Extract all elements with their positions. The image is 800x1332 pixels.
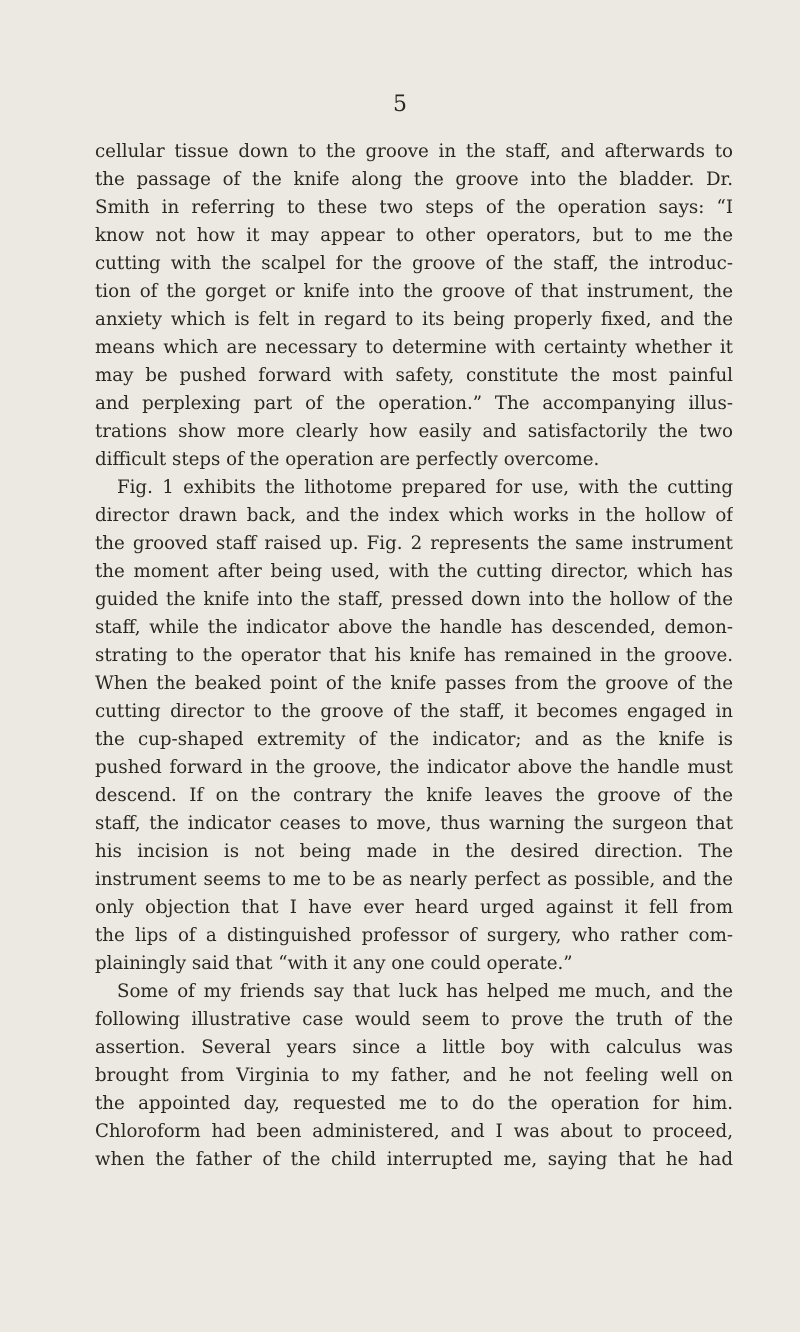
text-line: the appointed day, requested me to do the operation for him. (95, 1093, 733, 1114)
text-line: staff, the indicator ceases to move, thus warning the surgeon that (95, 813, 733, 834)
text-line: descend. If on the contrary the knife leaves the groove of the (95, 785, 733, 806)
text-line: brought from Virginia to my father, and he not feeling well on (95, 1065, 733, 1086)
text-line: cellular tissue down to the groove in the staff, and afterwards to (95, 141, 733, 162)
text-line: the moment after being used, with the cutting director, which has (95, 561, 733, 582)
text-line: strating to the operator that his knife has remained in the groove. (95, 645, 733, 666)
text-line: the cup-shaped extremity of the indicator; and as the knife is (95, 729, 733, 750)
text-line: trations show more clearly how easily and satisfactorily the two (95, 421, 733, 442)
text-line: director drawn back, and the index which works in the hollow of (95, 505, 733, 526)
text-line: only objection that I have ever heard urged against it fell from (95, 897, 733, 918)
text-line: means which are necessary to determine with certainty whether it (95, 337, 733, 358)
text-line: Chloroform had been administered, and I was about to proceed, (95, 1121, 733, 1142)
text-line: the passage of the knife along the groove into the bladder. Dr. (95, 169, 733, 190)
page-number: 5 (393, 92, 407, 117)
text-line: guided the knife into the staff, pressed down into the hollow of the (95, 589, 733, 610)
text-line: staff, while the indicator above the handle has descended, demon- (95, 617, 733, 638)
text-line: when the father of the child interrupted me, saying that he had (95, 1149, 733, 1170)
text-line: anxiety which is felt in regard to its being properly fixed, and the (95, 309, 733, 330)
text-line: tion of the gorget or knife into the groove of that instrument, the (95, 281, 733, 302)
text-line: and perplexing part of the operation.” The accompanying illus- (95, 393, 733, 414)
text-line: cutting with the scalpel for the groove of the staff, the introduc- (95, 253, 733, 274)
text-line: know not how it may appear to other operators, but to me the (95, 225, 733, 246)
text-line: instrument seems to me to be as nearly perfect as possible, and the (95, 869, 733, 890)
text-line: assertion. Several years since a little boy with calculus was (95, 1037, 733, 1058)
text-line: the lips of a distinguished professor of surgery, who rather com- (95, 925, 733, 946)
body-text (95, 138, 733, 1174)
text-line: Fig. 1 exhibits the lithotome prepared for use, with the cutting (117, 477, 733, 498)
text-line: his incision is not being made in the desired direction. The (95, 841, 733, 862)
text-line: cutting director to the groove of the staff, it becomes engaged in (95, 701, 733, 722)
text-line: the grooved staff raised up. Fig. 2 represents the same instrument (95, 533, 733, 554)
text-line: pushed forward in the groove, the indicator above the handle must (95, 757, 733, 778)
text-line: plainingly said that “with it any one could operate.” (95, 953, 573, 974)
text-line: Some of my friends say that luck has helped me much, and the (117, 981, 733, 1002)
text-line: may be pushed forward with safety, constitute the most painful (95, 365, 733, 386)
text-line: difficult steps of the operation are perfectly overcome. (95, 449, 600, 470)
text-line: Smith in referring to these two steps of the operation says: “I (95, 197, 733, 218)
text-line: following illustrative case would seem to prove the truth of the (95, 1009, 733, 1030)
text-line: When the beaked point of the knife passes from the groove of the (95, 673, 733, 694)
